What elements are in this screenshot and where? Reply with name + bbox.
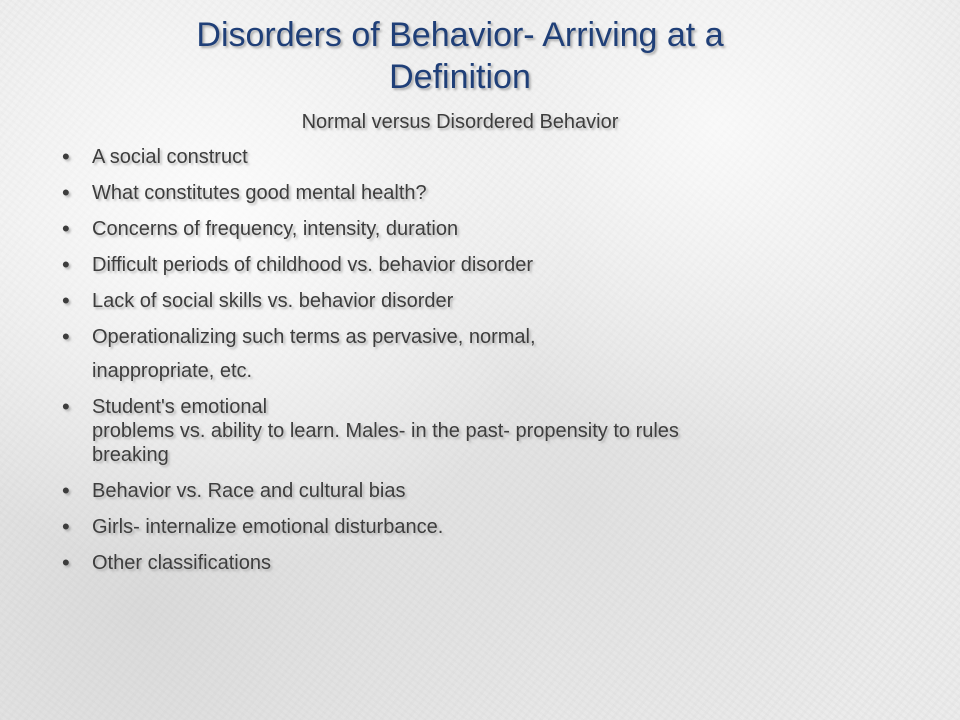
bullet-text: Operationalizing such terms as pervasive, normal,	[92, 326, 536, 348]
bullet-item	[58, 217, 818, 241]
bullet-text: Lack of social skills vs. behavior disorder	[92, 290, 454, 312]
bullet-item	[58, 253, 818, 277]
bullet-text: Other classifications	[92, 552, 271, 574]
bullet-item	[58, 289, 818, 313]
bullet-icon: •	[62, 252, 70, 277]
bullet-item	[58, 395, 818, 467]
bullet-text: What constitutes good mental health?	[92, 182, 427, 204]
bullet-text: Student's emotional	[92, 396, 268, 418]
bullet-icon: •	[62, 288, 70, 313]
bullet-continuation-text: inappropriate, etc.	[92, 360, 253, 382]
bullet-item	[58, 479, 818, 503]
bullet-text: A social construct	[92, 146, 248, 168]
bullet-item	[58, 325, 818, 383]
bullet-list	[58, 145, 818, 587]
bullet-icon: •	[62, 216, 70, 241]
bullet-icon: •	[62, 550, 70, 575]
bullet-icon: •	[62, 180, 70, 205]
slide-title-line-1: Disorders of Behavior- Arriving at a	[196, 16, 724, 54]
bullet-item	[58, 145, 818, 169]
bullet-text: Difficult periods of childhood vs. behavior disorder	[92, 254, 533, 276]
bullet-icon: •	[62, 394, 70, 419]
bullet-text-line-3: breaking	[92, 444, 169, 466]
bullet-text-line-2: problems vs. ability to learn. Males- in the past- propensity to rules	[92, 420, 679, 442]
bullet-text: Concerns of frequency, intensity, duration	[92, 218, 459, 240]
slide-title-line-2: Definition	[389, 58, 531, 96]
bullet-icon: •	[62, 324, 70, 349]
slide-subtitle: Normal versus Disordered Behavior	[301, 111, 619, 133]
bullet-icon: •	[62, 478, 70, 503]
bullet-text: Girls- internalize emotional disturbance.	[92, 516, 444, 538]
bullet-item	[58, 551, 818, 575]
slide-title	[100, 14, 820, 98]
bullet-text: Behavior vs. Race and cultural bias	[92, 480, 406, 502]
bullet-item	[58, 515, 818, 539]
bullet-item	[58, 181, 818, 205]
bullet-icon: •	[62, 144, 70, 169]
bullet-icon: •	[62, 514, 70, 539]
